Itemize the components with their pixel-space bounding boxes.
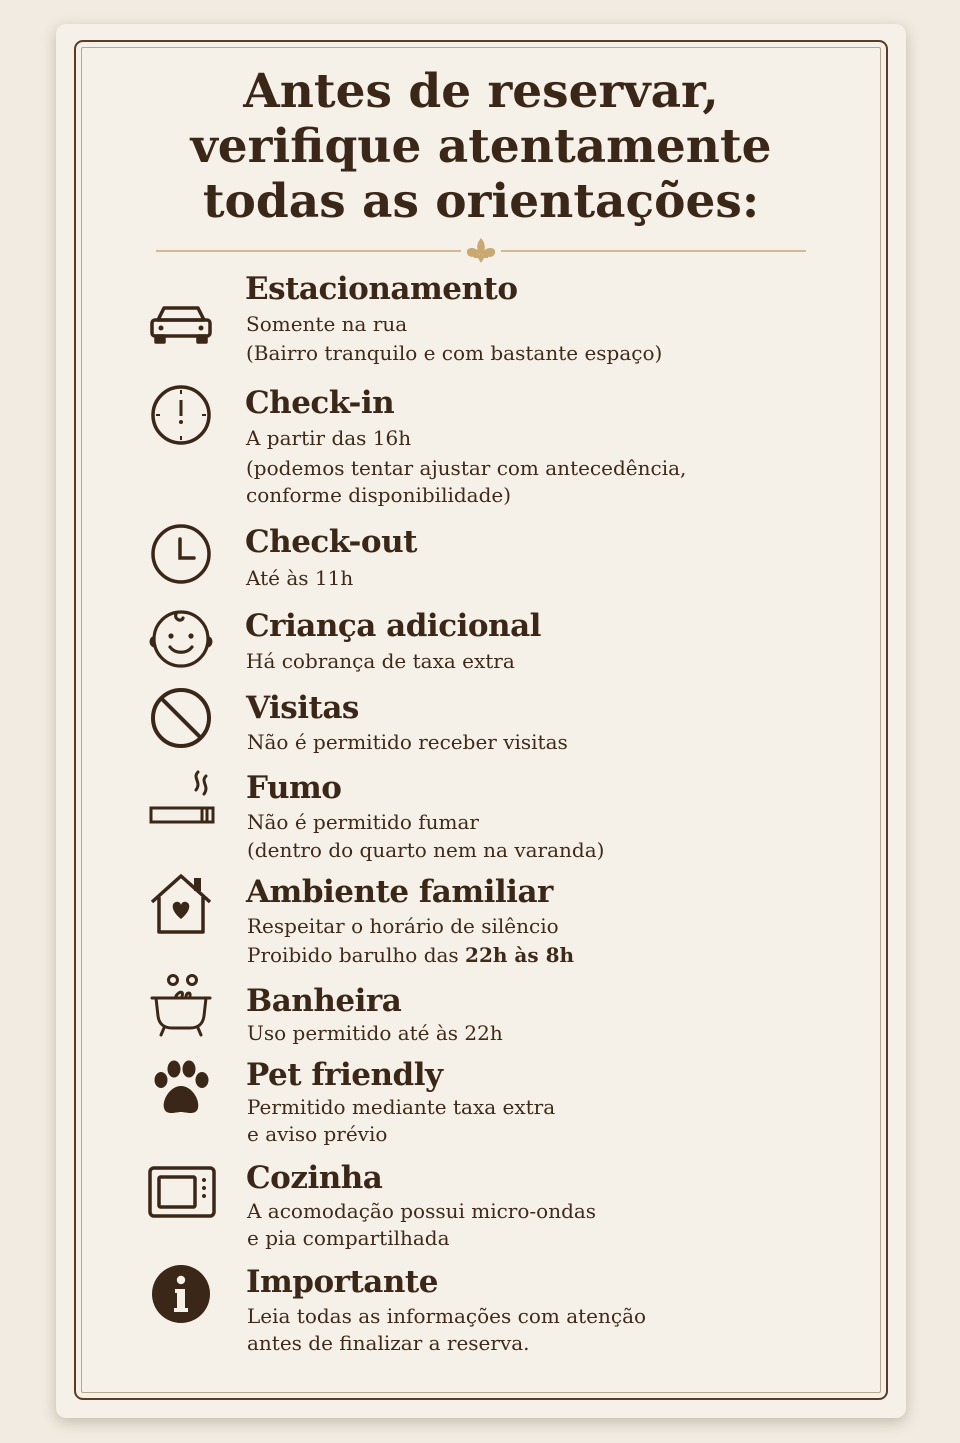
title-line-2: verifique atentamente bbox=[190, 119, 772, 174]
rule-text: Leia todas as informações com atenção bbox=[247, 1304, 647, 1328]
house-heart-icon bbox=[146, 870, 216, 940]
rule-heading: Check-out bbox=[245, 524, 417, 560]
rule-text: (Bairro tranquilo e com bastante espaço) bbox=[246, 341, 663, 365]
rule-heading: Check-in bbox=[245, 385, 395, 421]
rule-heading: Fumo bbox=[246, 770, 342, 806]
rule-text-quiet-hours bbox=[247, 943, 574, 967]
rule-heading: Ambiente familiar bbox=[246, 874, 553, 910]
rule-text: Somente na rua bbox=[246, 312, 408, 336]
rule-text: e aviso prévio bbox=[247, 1122, 388, 1146]
rule-text: (podemos tentar ajustar com antecedência, bbox=[246, 456, 687, 480]
rule-heading: Banheira bbox=[246, 983, 402, 1019]
rule-text: (dentro do quarto nem na varanda) bbox=[247, 838, 605, 862]
rule-text: Permitido mediante taxa extra bbox=[247, 1095, 556, 1119]
rule-text: Não é permitido fumar bbox=[247, 810, 479, 834]
rule-heading: Pet friendly bbox=[246, 1057, 443, 1093]
quiet-hours-time: 22h às 8h bbox=[465, 943, 575, 967]
rule-heading: Estacionamento bbox=[245, 271, 518, 307]
title-line-1: Antes de reservar, bbox=[243, 64, 719, 119]
rule-text: A partir das 16h bbox=[246, 426, 412, 450]
rule-text: Respeitar o horário de silêncio bbox=[247, 914, 559, 938]
rule-text: conforme disponibilidade) bbox=[246, 483, 512, 507]
rule-heading: Importante bbox=[246, 1264, 438, 1300]
rule-text: A acomodação possui micro-ondas bbox=[247, 1199, 597, 1223]
ornament-divider bbox=[156, 236, 806, 264]
rule-text: antes de finalizar a reserva. bbox=[247, 1331, 530, 1355]
rule-text: Até às 11h bbox=[246, 566, 354, 590]
rule-heading: Visitas bbox=[246, 690, 359, 726]
title-line-3: todas as orientações: bbox=[202, 174, 760, 229]
compass-icon bbox=[146, 380, 216, 450]
car-icon bbox=[146, 286, 216, 356]
rules-card bbox=[56, 24, 906, 1418]
rule-text: Há cobrança de taxa extra bbox=[246, 649, 515, 673]
paw-icon bbox=[146, 1054, 216, 1124]
baby-face-icon bbox=[146, 602, 216, 672]
quiet-hours-prefix: Proibido barulho das bbox=[247, 943, 466, 967]
rule-text: Uso permitido até às 22h bbox=[247, 1021, 503, 1045]
bathtub-icon bbox=[146, 970, 216, 1040]
info-icon bbox=[146, 1259, 216, 1329]
rule-text: Não é permitido receber visitas bbox=[247, 730, 568, 754]
no-entry-icon bbox=[146, 683, 216, 753]
clock-icon bbox=[146, 519, 216, 589]
rule-heading: Cozinha bbox=[246, 1160, 383, 1196]
microwave-icon bbox=[146, 1158, 216, 1228]
rule-heading: Criança adicional bbox=[245, 608, 541, 644]
page-title bbox=[56, 64, 906, 229]
rule-text: e pia compartilhada bbox=[247, 1226, 450, 1250]
cigarette-icon bbox=[146, 766, 216, 836]
